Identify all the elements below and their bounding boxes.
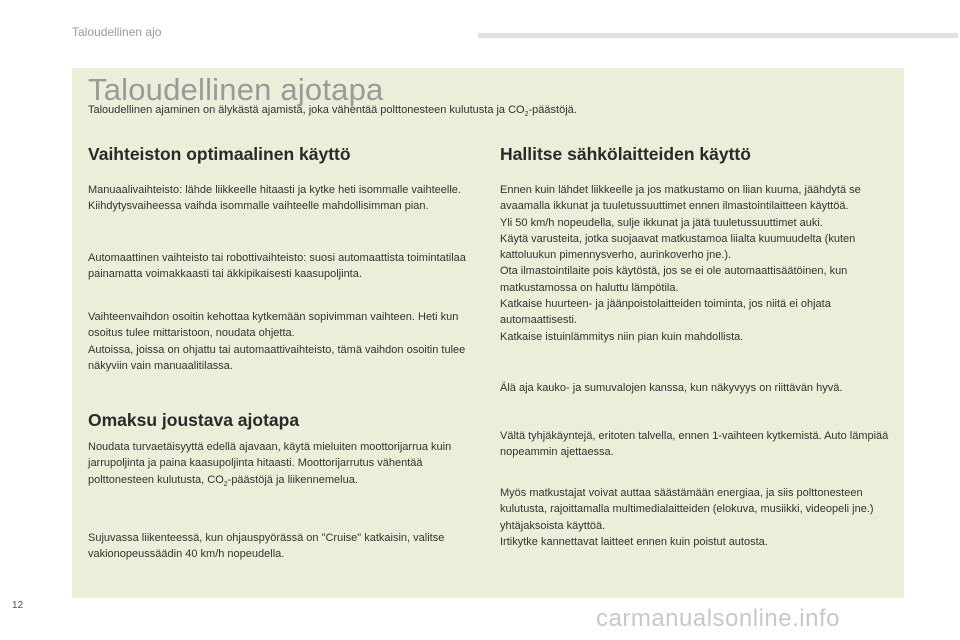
heading-gearbox: Vaihteiston optimaalinen käyttö bbox=[88, 144, 351, 164]
paragraph-cabin-cooling: Ennen kuin lähdet liikkeelle ja jos matkustamo on liian kuuma, jäähdytä se avaamalla ikkunat ja tuuletussuuttimet ennen ilmastointilaitteen käyttöä. Yli 50 km/h nopeudella, sulje ikkunat ja jätä tuuletussuuttimet auki. Käytä varusteita, jotka suojaavat matkustamoa liialta kuumuudelta (kuten kattoluukun pimennysverho, aurinkoverho jne.). Ota ilmastointilaite pois käytöstä, jos se ei ole automaattisäätöinen, kun matkustamossa on haluttu lämpötila. Katkaise huurteen- ja jäänpoistolaitteiden toiminta, jos niitä ei ohjata automaattisesti. Katkaise istuinlämmitys niin pian kuin mahdollista. bbox=[500, 184, 861, 343]
watermark: carmanualsonline.info bbox=[596, 605, 840, 632]
paragraph-cruise: Sujuvassa liikenteessä, kun ohjauspyörässä on "Cruise" katkaisin, valitse vakionopeussäädin 40 km/h nopeudella. bbox=[88, 532, 445, 561]
heading-electrical: Hallitse sähkölaitteiden käyttö bbox=[500, 144, 751, 164]
page-title: Taloudellinen ajotapa bbox=[88, 72, 384, 107]
paragraph-idling: Vältä tyhjäkäyntejä, eritoten talvella, ennen 1-vaihteen kytkemistä. Auto lämpiää nopeammin ajettaessa. bbox=[500, 430, 889, 459]
paragraph-automatic-gearbox: Automaattinen vaihteisto tai robottivaihteisto: suosi automaattista toimintatilaa painamatta voimakkaasti tai äkkipikaisesti kaasupoljinta. bbox=[88, 252, 466, 281]
section-header-title: Taloudellinen ajo bbox=[72, 25, 162, 39]
paragraph-passengers: Myös matkustajat voivat auttaa säästämään energiaa, ja siis polttonesteen kulutusta, rajoittamalla multimedialaitteiden (elokuva, musiikki, videopeli jne.) yhtäjaksoista käyttöä. Irtikytke kannettavat laitteet ennen kuin poistut autosta. bbox=[500, 487, 874, 548]
header-rule bbox=[478, 33, 958, 38]
paragraph-lights: Älä aja kauko- ja sumuvalojen kanssa, kun näkyvyys on riittävän hyvä. bbox=[500, 382, 843, 394]
paragraph-safe-distance: Noudata turvaetäisyyttä edellä ajavaan, käytä mieluiten moottorijarrua kuin jarrupoljinta ja paina kaasupoljinta hitaasti. Moottorijarrutus vähentää polttonesteen kulutusta, $CO_2$-päästöjä ja liikennemelua. bbox=[88, 441, 452, 488]
intro-text: Taloudellinen ajaminen on älykästä ajamista, joka vähentää polttonesteen kulutusta ja $CO_2$-päästöjä. bbox=[88, 104, 577, 119]
page-number: 12 bbox=[12, 600, 24, 611]
paragraph-manual-gearbox: Manuaalivaihteisto: lähde liikkeelle hitaasti ja kytke heti isommalle vaihteelle. Kiihdytysvaiheessa vaihda isommalle vaihteelle mahdollisimman pian. bbox=[88, 184, 461, 213]
heading-flexible-driving: Omaksu joustava ajotapa bbox=[88, 410, 300, 430]
paragraph-gear-indicator: Vaihteenvaihdon osoitin kehottaa kytkemään sopivimman vaihteen. Heti kun osoitus tulee mittaristoon, noudata ohjetta. Autoissa, joissa on ohjattu tai automaattivaihteisto, tämä vaihdon osoitin tulee näkyviin vain manuaalitilassa. bbox=[88, 311, 466, 372]
